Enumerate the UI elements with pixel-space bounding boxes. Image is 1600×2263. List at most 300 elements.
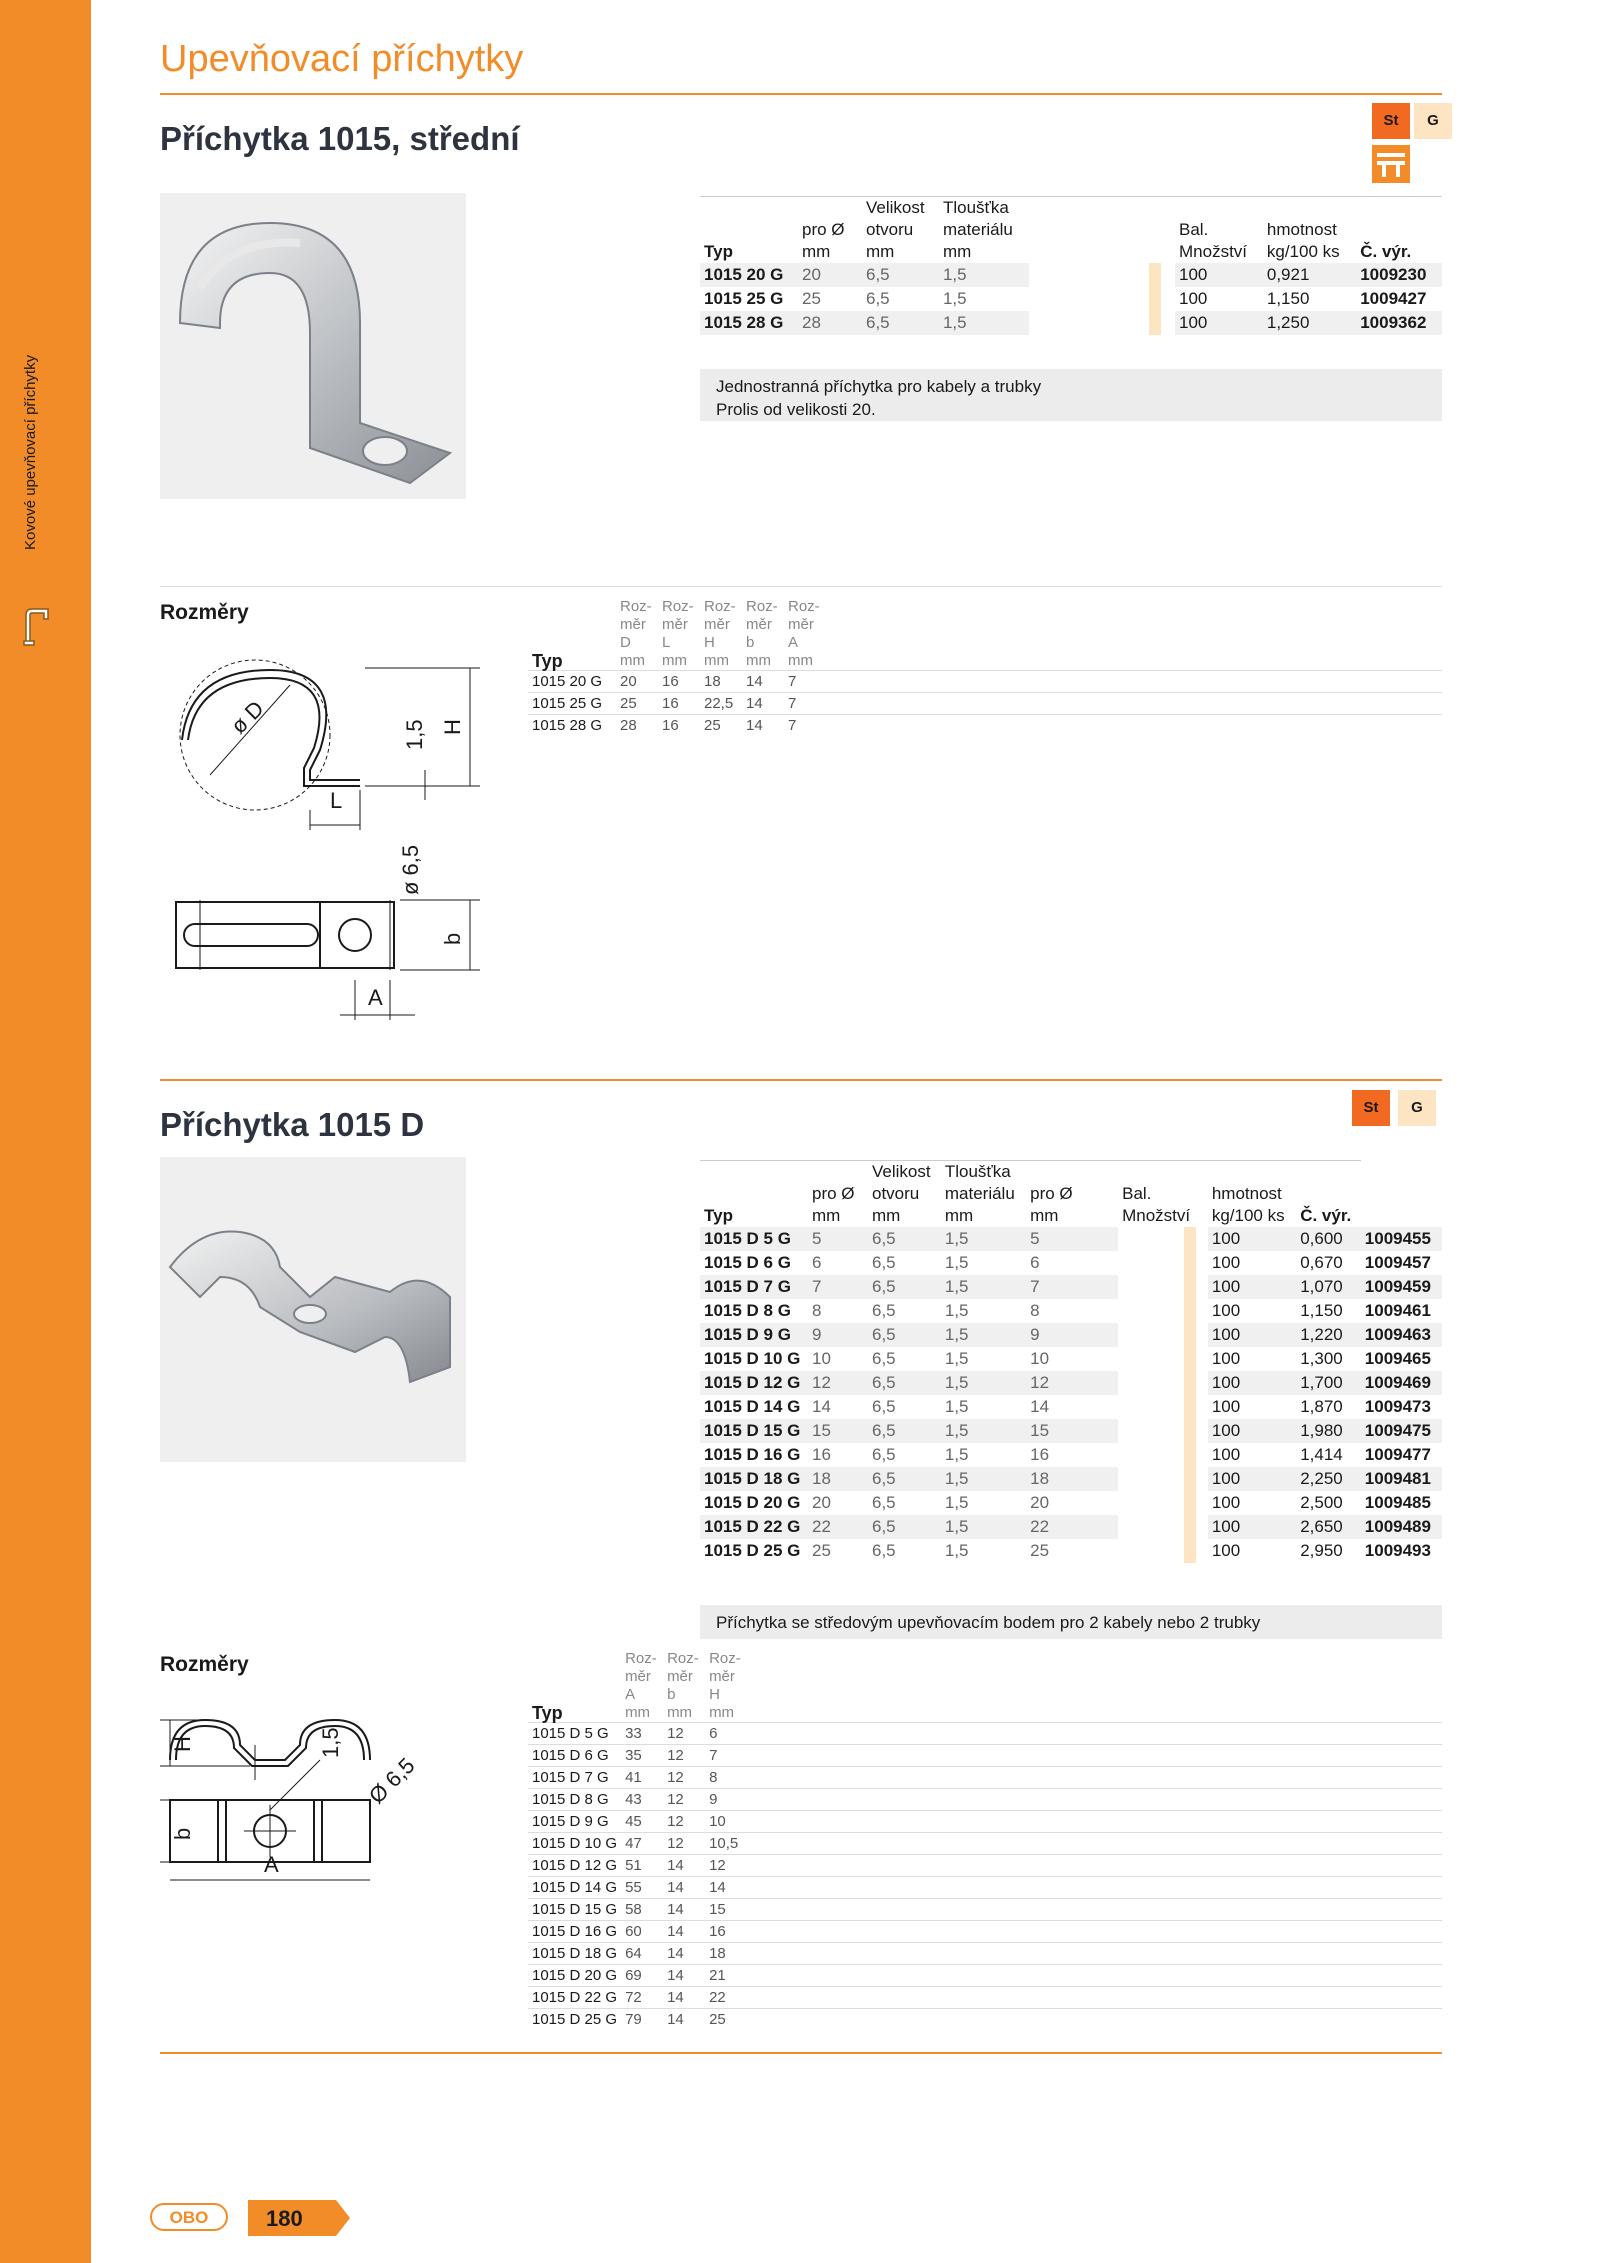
- table-cell: 1015 28 G: [700, 311, 798, 335]
- dims-header-cell: Roz-: [620, 598, 652, 615]
- label-h: H: [440, 719, 465, 735]
- table-cell: 1009461: [1364, 1301, 1431, 1320]
- table-row: [528, 1877, 1442, 1899]
- table-cell: 14: [663, 1855, 705, 1877]
- table-cell: 1009465: [1364, 1349, 1431, 1368]
- table-row: [528, 693, 1442, 715]
- table-row: [700, 1371, 1442, 1395]
- table-cell: 1009455: [1361, 1227, 1442, 1251]
- table-row: [700, 1227, 1442, 1251]
- table-cell: 1,5: [944, 1349, 969, 1368]
- table-row: [700, 1251, 1442, 1275]
- table-cell: 6,5: [862, 263, 939, 287]
- dims-header-cell: měr: [662, 616, 688, 633]
- col-hmotnost-2: kg/100 ks: [1266, 242, 1340, 261]
- dims-header-cell: měr: [788, 616, 814, 633]
- table-cell: 14: [663, 1877, 705, 1899]
- table-cell: 28: [616, 715, 658, 737]
- table-row: [700, 1467, 1442, 1491]
- table-cell: 1,220: [1296, 1323, 1361, 1347]
- table-row: [528, 715, 1442, 737]
- dims-header-typ: [528, 1686, 621, 1704]
- table-row: [528, 1965, 1442, 1987]
- mounting-icon: [1372, 145, 1410, 183]
- table-cell: 6,5: [868, 1323, 941, 1347]
- col-tloustka-1: Tloušťka: [939, 197, 1029, 220]
- table-cell: 6,5: [872, 1541, 896, 1560]
- table-cell: 33: [621, 1723, 663, 1745]
- table-cell: 6,5: [868, 1515, 941, 1539]
- spacer-cell: [1118, 1491, 1208, 1515]
- table-cell: 2,950: [1300, 1541, 1343, 1560]
- table-row: [700, 1323, 1442, 1347]
- table-cell: 1009230: [1356, 263, 1442, 287]
- table-cell: 2,650: [1296, 1515, 1361, 1539]
- table-cell: 6,5: [872, 1445, 896, 1464]
- section2-dims-title: Rozměry: [160, 1653, 249, 1676]
- table-cell: 1,5: [944, 1445, 969, 1464]
- table-cell: 47: [621, 1833, 663, 1855]
- label-d: ø D: [225, 695, 269, 739]
- table-cell: 43: [621, 1789, 663, 1811]
- row-filler: [747, 1943, 1442, 1965]
- table-cell: 28: [798, 311, 862, 335]
- dims-header-typ: [528, 1650, 621, 1668]
- table-cell: 12: [663, 1723, 705, 1745]
- table-cell: 7: [784, 693, 826, 715]
- table-cell: 12: [1026, 1371, 1118, 1395]
- col-pro-unit: mm: [812, 1206, 841, 1225]
- col-hmotnost-1: hmotnost: [1266, 220, 1337, 239]
- table-cell: 100: [1175, 263, 1263, 287]
- table-cell: 14: [663, 1943, 705, 1965]
- table-cell: 1015 D 20 G: [528, 1965, 621, 1987]
- table-cell: 100: [1208, 1419, 1296, 1443]
- label-hole: Ø 6,5: [363, 1752, 420, 1809]
- spacer-cell: [1118, 1467, 1208, 1491]
- table-cell: 1009427: [1360, 289, 1427, 308]
- product-photo-1015d: [160, 1157, 466, 1462]
- dims-header-cell: Roz-: [788, 598, 820, 615]
- col-tloustka-1: Tloušťka: [941, 1161, 1026, 1184]
- note-line: Příchytka se středovým upevňovacím bodem pro 2 kabely nebo 2 trubky: [716, 1613, 1261, 1632]
- dims-header-cell: Roz-: [704, 598, 736, 615]
- table-cell: 5: [1026, 1227, 1118, 1251]
- table-cell: 16: [658, 693, 700, 715]
- table-cell: 25: [616, 693, 658, 715]
- col-pro-1: pro Ø: [802, 220, 845, 239]
- table-cell: 35: [621, 1745, 663, 1767]
- logo-text: OBO: [169, 2208, 209, 2227]
- table-cell: 12: [663, 1789, 705, 1811]
- table-cell: 1009473: [1364, 1397, 1431, 1416]
- table-cell: 20: [798, 263, 862, 287]
- dims-header-typ: [528, 634, 616, 652]
- table-cell: 1009493: [1364, 1541, 1431, 1560]
- table-cell: 6: [1030, 1253, 1040, 1272]
- dims-header-cell: mm: [704, 652, 729, 669]
- table-cell: 1,150: [1300, 1301, 1343, 1320]
- dims-header-cell: mm: [625, 1704, 651, 1721]
- dims-header-cell: měr: [620, 616, 646, 633]
- label-thickness: 1,5: [318, 1727, 343, 1758]
- spacer-cell: [1118, 1227, 1208, 1251]
- spacer-cell: [1118, 1251, 1208, 1275]
- dims-header-filler: [826, 616, 1442, 634]
- row-filler: [747, 1833, 1442, 1855]
- section2-title: Příchytka 1015 D: [160, 1106, 425, 1143]
- table-cell: 16: [1030, 1445, 1050, 1464]
- dims-header-filler: [747, 1704, 1442, 1723]
- dims-header-cell: měr: [746, 616, 772, 633]
- table-cell: 14: [705, 1877, 747, 1899]
- table-cell: 1009463: [1361, 1323, 1442, 1347]
- table-cell: 1,700: [1296, 1371, 1361, 1395]
- table-cell: 60: [621, 1921, 663, 1943]
- table-cell: 1015 D 16 G: [704, 1445, 801, 1464]
- note-line: Jednostranná příchytka pro kabely a trubky: [716, 377, 1042, 396]
- label-b: b: [170, 1827, 195, 1840]
- table-cell: 1015 D 9 G: [528, 1811, 621, 1833]
- table-cell: 7: [705, 1745, 747, 1767]
- table-row: [700, 1515, 1442, 1539]
- note-line: Prolis od velikosti 20.: [716, 400, 876, 419]
- spacer-cell: [1029, 311, 1175, 335]
- table-cell: 14: [742, 671, 784, 693]
- table-cell: 16: [705, 1921, 747, 1943]
- section1-dims-title: Rozměry: [160, 601, 249, 624]
- table-row: [528, 2009, 1442, 2031]
- table-cell: 1,250: [1263, 311, 1356, 335]
- table-cell: 1009457: [1364, 1253, 1431, 1272]
- table-cell: 22: [1026, 1515, 1118, 1539]
- dims-header-cell: mm: [620, 652, 645, 669]
- table-cell: 9: [808, 1323, 868, 1347]
- dims-header-cell: Roz-: [709, 1650, 741, 1667]
- table-row: [528, 1833, 1442, 1855]
- dims-header-filler: [826, 598, 1442, 616]
- table-cell: 1,870: [1300, 1397, 1343, 1416]
- dims-header-typ: [528, 1668, 621, 1686]
- table-cell: 12: [663, 1767, 705, 1789]
- table-cell: 1015 D 7 G: [700, 1275, 808, 1299]
- col-pro-unit: mm: [802, 242, 831, 261]
- table-cell: 1015 D 10 G: [704, 1349, 801, 1368]
- table-row: [528, 1811, 1442, 1833]
- col-pro2-unit: mm: [1030, 1206, 1059, 1225]
- dims-header-cell: A: [788, 634, 799, 651]
- table-row: [700, 263, 1442, 287]
- dims-header-cell: mm: [662, 652, 687, 669]
- table-cell: 20: [616, 671, 658, 693]
- table-cell: 1015 D 6 G: [704, 1253, 791, 1272]
- col-cvyr: Č. výr.: [1300, 1206, 1352, 1225]
- table-cell: 1,980: [1296, 1419, 1361, 1443]
- col-pro2-1: pro Ø: [1030, 1184, 1073, 1203]
- table-cell: 1,150: [1266, 289, 1310, 308]
- table-cell: 1015 25 G: [528, 693, 616, 715]
- label-thickness: 1,5: [402, 719, 427, 750]
- col-velikost-1: Velikost: [868, 1161, 941, 1184]
- dims-header-cell: mm: [709, 1704, 735, 1721]
- col-velikost-2: otvoru: [866, 220, 914, 239]
- table-row: [700, 287, 1442, 311]
- section1-note: [700, 369, 1442, 421]
- row-filler: [747, 1921, 1442, 1943]
- table-cell: 1015 D 15 G: [528, 1899, 621, 1921]
- table-cell: 21: [705, 1965, 747, 1987]
- row-filler: [747, 1745, 1442, 1767]
- row-filler: [747, 1965, 1442, 1987]
- table-cell: 6,5: [872, 1397, 896, 1416]
- table-cell: 1,5: [944, 1301, 969, 1320]
- table-cell: 1015 D 8 G: [528, 1789, 621, 1811]
- table-cell: 8: [1030, 1301, 1040, 1320]
- spacer-cell: [1118, 1299, 1208, 1323]
- spacer-cell: [1118, 1515, 1208, 1539]
- col-typ: Typ: [704, 242, 733, 261]
- table-row: [700, 1539, 1442, 1563]
- table-cell: 100: [1211, 1541, 1241, 1560]
- table-cell: 8: [705, 1767, 747, 1789]
- table-cell: 12: [663, 1833, 705, 1855]
- table-cell: 1,300: [1300, 1349, 1343, 1368]
- table-cell: 1,5: [942, 289, 967, 308]
- table-cell: 100: [1208, 1467, 1296, 1491]
- table-cell: 25: [812, 1541, 831, 1560]
- table-cell: 5: [808, 1227, 868, 1251]
- table-cell: 6,5: [868, 1227, 941, 1251]
- row-filler: [747, 1987, 1442, 2009]
- table-cell: 64: [621, 1943, 663, 1965]
- sidebar-label: Kovové upevňovací příchytky: [22, 354, 39, 550]
- col-tloustka-2: materiálu: [942, 220, 1013, 239]
- table-cell: 1015 D 25 G: [704, 1541, 801, 1560]
- col-hmotnost-1: hmotnost: [1211, 1184, 1282, 1203]
- table-cell: 25: [705, 2009, 747, 2031]
- table-cell: 100: [1208, 1227, 1296, 1251]
- spacer-cell: [1029, 263, 1175, 287]
- material-badge-g: G: [1398, 1090, 1436, 1126]
- section2-rule: [160, 1079, 1442, 1081]
- row-filler: [826, 693, 1442, 715]
- table-cell: 15: [1026, 1419, 1118, 1443]
- label-h: H: [170, 1736, 195, 1752]
- table-cell: 1015 D 20 G: [704, 1493, 801, 1512]
- table-cell: 1015 D 6 G: [528, 1745, 621, 1767]
- table-cell: 1,5: [939, 311, 1029, 335]
- table-cell: 10: [1030, 1349, 1050, 1368]
- table-cell: 1,5: [941, 1419, 1026, 1443]
- label-hole: ø 6,5: [398, 844, 423, 895]
- dims-header-cell: Roz-: [625, 1650, 657, 1667]
- table-row: [700, 1491, 1442, 1515]
- dims-header-cell: L: [662, 634, 671, 651]
- table-cell: 10: [812, 1349, 831, 1368]
- table-cell: 8: [812, 1301, 822, 1320]
- table-cell: 6,5: [872, 1349, 896, 1368]
- table-cell: 25: [700, 715, 742, 737]
- table-cell: 12: [808, 1371, 868, 1395]
- dims-header-filler: [747, 1650, 1442, 1668]
- table-cell: 15: [705, 1899, 747, 1921]
- table-cell: 22: [808, 1515, 868, 1539]
- bottom-rule: [160, 2052, 1442, 2054]
- material-badge-st: St: [1352, 1090, 1390, 1126]
- sidebar-label-wrap: [22, 354, 42, 570]
- table-cell: 1015 D 14 G: [528, 1877, 621, 1899]
- dims-header-cell: H: [709, 1686, 720, 1703]
- col-velikost-unit: mm: [872, 1206, 901, 1225]
- table-cell: 1,5: [944, 1253, 969, 1272]
- product-photo-1015: [160, 193, 466, 499]
- table-row: [700, 1395, 1442, 1419]
- table-cell: 1,5: [941, 1227, 1026, 1251]
- table-row: [528, 1723, 1442, 1745]
- table-cell: 6,5: [872, 1253, 896, 1272]
- table-cell: 1015 20 G: [528, 671, 616, 693]
- table-cell: 14: [742, 715, 784, 737]
- table-row: [700, 1299, 1442, 1323]
- table-cell: 14: [1030, 1397, 1050, 1416]
- clip-1015d-image: [160, 1157, 466, 1462]
- table-cell: 14: [663, 1921, 705, 1943]
- row-filler: [826, 671, 1442, 693]
- page-number: 180: [266, 2206, 303, 2231]
- spacer-cell: [1118, 1419, 1208, 1443]
- table-cell: 6,5: [868, 1275, 941, 1299]
- table-cell: 69: [621, 1965, 663, 1987]
- table-cell: 6,5: [862, 311, 939, 335]
- dims-header-cell: H: [704, 634, 715, 651]
- table-cell: 7: [784, 715, 826, 737]
- table-cell: 20: [1030, 1493, 1050, 1512]
- section1-title: Příchytka 1015, střední: [160, 120, 520, 157]
- table-cell: 1009475: [1361, 1419, 1442, 1443]
- dimension-drawing-1015: [160, 640, 500, 1030]
- table-cell: 1,5: [944, 1541, 969, 1560]
- table-row: [700, 311, 1442, 335]
- table-cell: 1015 D 16 G: [528, 1921, 621, 1943]
- table-cell: 1015 28 G: [528, 715, 616, 737]
- header-rule: [160, 93, 1442, 95]
- table-cell: 6: [812, 1253, 822, 1272]
- table-cell: 25: [802, 289, 821, 308]
- spec-table-1015d: [700, 1160, 1442, 1563]
- col-bal-2: Množství: [1122, 1206, 1191, 1225]
- table-row: [528, 1789, 1442, 1811]
- table-cell: 1,5: [944, 1397, 969, 1416]
- dims-header-cell: měr: [667, 1668, 693, 1685]
- label-l: L: [330, 788, 343, 813]
- table-cell: 9: [1026, 1323, 1118, 1347]
- row-filler: [747, 1899, 1442, 1921]
- table-cell: 1009362: [1356, 311, 1442, 335]
- table-row: [528, 1921, 1442, 1943]
- row-filler: [747, 2009, 1442, 2031]
- table-cell: 100: [1175, 311, 1263, 335]
- table-cell: 1,5: [941, 1515, 1026, 1539]
- col-hmotnost-2: kg/100 ks: [1211, 1206, 1285, 1225]
- table-cell: 2,500: [1300, 1493, 1343, 1512]
- table-cell: 0,921: [1263, 263, 1356, 287]
- table-cell: 18: [1026, 1467, 1118, 1491]
- table-cell: 22,5: [700, 693, 742, 715]
- table-cell: 6: [705, 1723, 747, 1745]
- spacer-cell: [1118, 1275, 1208, 1299]
- spacer-cell: [1118, 1443, 1208, 1467]
- dims-header-cell: b: [667, 1686, 676, 1703]
- table-cell: 0,600: [1296, 1227, 1361, 1251]
- table-cell: 100: [1211, 1493, 1241, 1512]
- table-cell: 1015 D 15 G: [700, 1419, 808, 1443]
- table-cell: 14: [812, 1397, 831, 1416]
- table-cell: 1015 D 7 G: [528, 1767, 621, 1789]
- col-tloustka-2: materiálu: [944, 1184, 1015, 1203]
- table-cell: 1015 D 5 G: [528, 1723, 621, 1745]
- table-cell: 14: [742, 693, 784, 715]
- dims-header-cell: Roz-: [662, 598, 694, 615]
- section2-note: [700, 1605, 1442, 1639]
- table-row: [700, 1347, 1442, 1371]
- dims-header-typ: [528, 616, 616, 634]
- table-cell: 1009481: [1361, 1467, 1442, 1491]
- clip-1015-image: [160, 193, 466, 499]
- table-cell: 100: [1208, 1371, 1296, 1395]
- table-row: [528, 1855, 1442, 1877]
- page-number-tag: [248, 2200, 350, 2236]
- table-cell: 25: [1030, 1541, 1050, 1560]
- sidebar-band: [0, 0, 91, 2263]
- dims-header-cell: mm: [746, 652, 771, 669]
- table-cell: 6,5: [868, 1419, 941, 1443]
- row-filler: [747, 1767, 1442, 1789]
- table-cell: 100: [1179, 289, 1208, 308]
- table-cell: 1015 D 10 G: [528, 1833, 621, 1855]
- table-cell: 6,5: [872, 1493, 896, 1512]
- table-cell: 1015 D 14 G: [704, 1397, 801, 1416]
- dims-header-cell: mm: [788, 652, 813, 669]
- dims-header-filler: [747, 1668, 1442, 1686]
- table-cell: 15: [808, 1419, 868, 1443]
- col-bal-1: Bal.: [1122, 1184, 1152, 1203]
- table-cell: 100: [1208, 1515, 1296, 1539]
- spacer-cell: [1118, 1395, 1208, 1419]
- table-cell: 1,070: [1296, 1275, 1361, 1299]
- col-bal-1: Bal.: [1179, 220, 1209, 239]
- dims-header-cell: měr: [625, 1668, 651, 1685]
- table-cell: 1,5: [944, 1493, 969, 1512]
- row-filler: [747, 1789, 1442, 1811]
- table-cell: 79: [621, 2009, 663, 2031]
- table-cell: 22: [705, 1987, 747, 2009]
- col-bal-2: Množství: [1179, 242, 1248, 261]
- dims-header-typ: Typ: [532, 651, 563, 671]
- table-cell: 1015 25 G: [704, 289, 784, 308]
- dims-header-typ: [528, 598, 616, 616]
- material-badge-g: G: [1414, 103, 1452, 139]
- table-cell: 10: [705, 1811, 747, 1833]
- clip-icon: [18, 605, 58, 651]
- table-cell: 1,5: [941, 1467, 1026, 1491]
- table-cell: 55: [621, 1877, 663, 1899]
- table-cell: 1015 D 22 G: [528, 1987, 621, 2009]
- dims-header-cell: Roz-: [667, 1650, 699, 1667]
- table-cell: 14: [663, 1987, 705, 2009]
- table-cell: 1015 D 12 G: [700, 1371, 808, 1395]
- dims-header-typ: Typ: [532, 1703, 563, 1723]
- table-row: [528, 1745, 1442, 1767]
